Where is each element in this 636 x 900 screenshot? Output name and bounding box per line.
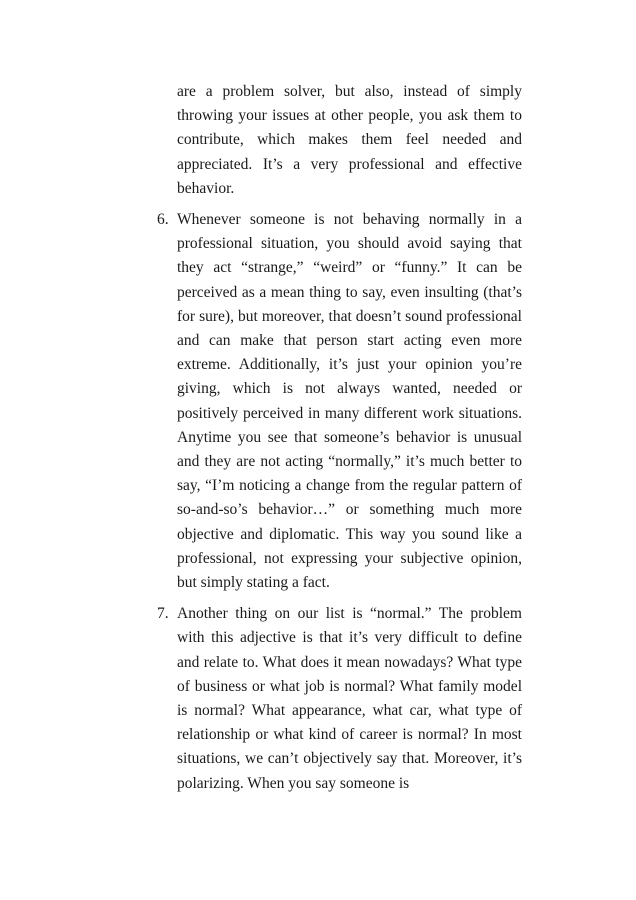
list-number: 7. <box>157 605 169 623</box>
list-item-6 <box>157 208 522 595</box>
continuation-paragraph <box>157 80 522 201</box>
paragraph-text: are a problem solver, but also, instead of simply throwing your issues at other people, you ask them to contribute, which makes them feel needed and appreciated. It’s a very professional and effective behavior. <box>177 83 522 197</box>
list-item-7 <box>157 602 522 796</box>
body-text <box>157 80 522 796</box>
list-item-text: Whenever someone is not behaving normally in a professional situation, you should avoid saying that they act “strange,” “weird” or “funny.” It can be perceived as a mean thing to say, even insulting (that’s for sure), but moreover, that doesn’t sound professional and can make that person start acting even more extreme. Additionally, it’s just your opinion you’re giving, which is not always wanted, needed or positively perceived in many different work situations. Anytime you see that someone’s behavior is unusual and they are not acting “normally,” it’s much better to say, “I’m noticing a change from the regular pattern of so-and-so’s behavior…” or something much more objective and diplomatic. This way you sound like a professional, not expressing your subjective opinion, but simply stating a fact. <box>177 211 522 592</box>
list-number: 6. <box>157 211 169 229</box>
list-item-text: Another thing on our list is “normal.” The problem with this adjective is that it’s very difficult to define and relate to. What does it mean nowadays? What type of business or what job is normal? What family model is normal? What appearance, what car, what type of relationship or what kind of career is normal? In most situations, we can’t objectively say that. Moreover, it’s polarizing. When you say someone is <box>177 605 522 792</box>
